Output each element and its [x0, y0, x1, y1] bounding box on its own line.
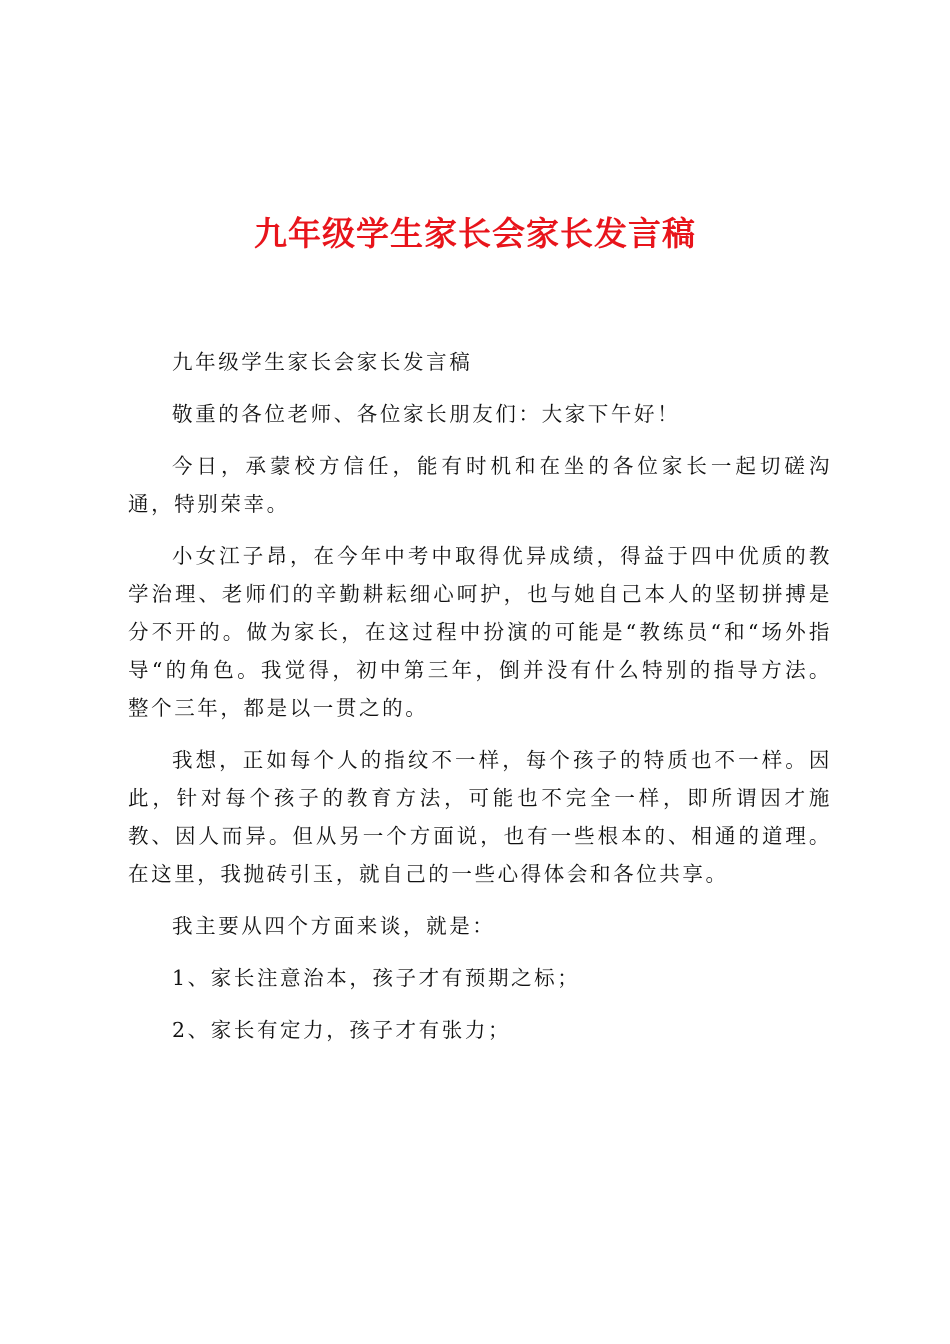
list-item-1: 1、家长注意治本，孩子才有预期之标；: [172, 966, 581, 990]
paragraph-fingerprint: 我想，正如每个人的指纹不一样，每个孩子的特质也不一样。因此，针对每个孩子的教育方法，可能也不完全一样，即所谓因才施教、因人而异。但从另一个方面说，也有一些根本的、相通的道理。在这里，我抛砖引玉，就自己的一些心得体会和各位共享。: [128, 748, 832, 886]
paragraph-greeting: 敬重的各位老师、各位家长朋友们：大家下午好！: [172, 402, 681, 426]
document-body: [128, 343, 832, 1063]
paragraph-four-aspects: 我主要从四个方面来谈，就是：: [172, 914, 496, 938]
paragraph-daughter: 小女江子昂，在今年中考中取得优异成绩，得益于四中优质的教学治理、老师们的辛勤耕耘细心呵护，也与她自己本人的坚韧拼搏是分不开的。做为家长，在这过程中扮演的可能是“教练员“和“场外指导“的角色。我觉得，初中第三年，倒并没有什么特别的指导方法。整个三年，都是以一贯之的。: [128, 544, 832, 720]
paragraph-heading: 九年级学生家长会家长发言稿: [172, 350, 473, 374]
paragraph-intro: 今日，承蒙校方信任，能有时机和在坐的各位家长一起切磋沟通，特别荣幸。: [128, 454, 832, 516]
document-title: 九年级学生家长会家长发言稿: [254, 214, 696, 253]
list-item-2: 2、家长有定力，孩子才有张力；: [172, 1018, 512, 1042]
